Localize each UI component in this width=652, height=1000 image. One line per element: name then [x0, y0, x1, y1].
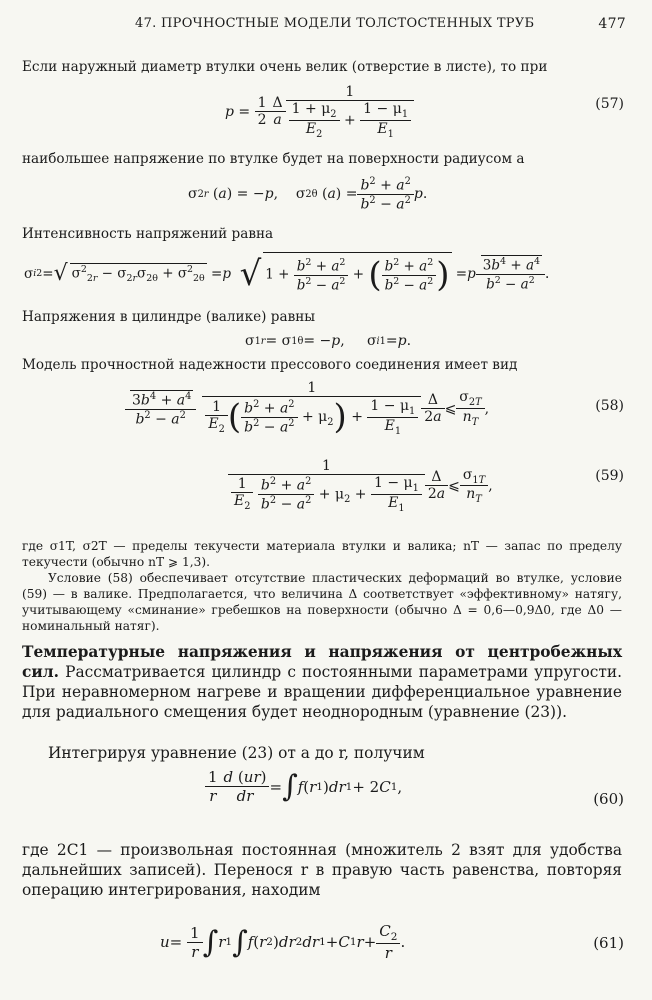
equation-61: u = $\frac{1}{r}$ ∫ r 1 ∫ f ( r 2 ) dr 2 dr 1 + C 1 r + $\frac{C_2}{r}$ . — [160, 922, 406, 962]
equation-number-57: (57) — [595, 96, 624, 112]
paragraph-3: Интенсивность напряжений равна — [22, 226, 274, 242]
paragraph-2: наибольшее напряжение по втулке будет на поверхности радиусом a — [22, 151, 525, 167]
section-text: Рассматривается цилиндр с постоянными параметрами упругости. При неравномерном нагреве и вращении дифференциальное уравнение для радиального смещения будет неоднородным (уравнение (23)). — [22, 663, 622, 721]
page-number: 477 — [598, 16, 626, 32]
equation-stress-intensity: σ i2 = √ $\sigma^2_{2r} - \sigma_{2r}\sigma_{2\theta} + \sigma^2_{2\theta}$ = p √ 1 + $\frac{b^2 + a^2}{b^2 - a^2}$ + ( $\frac{b^2 + a^2}{b^2 - a^2}$ ) = p $\frac{3b^4 + a^4}{b^2 - a^2}$ . — [24, 253, 550, 295]
equation-60: $\frac{1}{r}$ $\frac{d (ur)}{dr}$ = ∫ f ( r 1 ) dr 1 + 2 C 1 , — [205, 768, 402, 805]
section-heading: Температурные напряжения и напряжения от центробежных сил. — [22, 643, 622, 681]
paragraph-6: где σ1T, σ2T — пределы текучести материала втулки и валика; nT — запас по пределу текучести (обычно nT ⩾ 1,3). — [22, 539, 622, 569]
paragraph-8 — [22, 642, 622, 722]
paragraph-5: Модель прочностной надежности прессового соединения имеет вид — [22, 357, 518, 373]
paragraph-10: где 2C1 — произвольная постоянная (множитель 2 взят для удобства дальнейших записей). Перенося r в правую часть равенства, повторяя операцию интегрирования, находим — [22, 841, 622, 899]
equation-number-58: (58) — [595, 398, 624, 414]
paragraph-9: Интегрируя уравнение (23) от a до r, получим — [48, 744, 425, 762]
equation-58: $\frac{3b^4 + a^4}{b^2 - a^2}$ 1 $\frac{1}{E_2}$ ( $\frac{b^2 + a^2}{b^2 - a^2}$ + $\mu_2$) + $\frac{1 - \mu_1}{E_1}$ $\frac{\Delta}{2a}$ ⩽ $\frac{\sigma_{2T}}{n_T}$ , — [125, 380, 489, 437]
paragraph-7: Условие (58) обеспечивает отсутствие пластических деформаций во втулке, условие (59) — в валике. Предполагается, что величина Δ соответствует «эффективному» натягу, учитывающему «сминание» гребешков на поверхности (обычно Δ = 0,6—0,9Δ0, где Δ0 — номинальный натяг). — [22, 571, 622, 633]
paragraph-1: Если наружный диаметр втулки очень велик (отверстие в листе), то при — [22, 59, 548, 75]
paragraph-4: Напряжения в цилиндре (валике) равны — [22, 309, 316, 325]
equation-59: 1 $\frac{1}{E_2}$ $\frac{b^2 + a^2}{b^2 - a^2}$ + $\mu_2$ + $\frac{1 - \mu_1}{E_1}$ $\frac{\Delta}{2a}$ ⩽ $\frac{\sigma_{1T}}{n_T}$ , — [228, 458, 493, 514]
equation-number-61: (61) — [593, 934, 624, 952]
equation-cylinder-stress: σ 1r = σ 1θ = − p , σ i1 = p . — [245, 333, 412, 349]
equation-57: p = $\frac{1}{2}$ $\frac{\Delta}{a}$ 1 $\frac{1 + \mu_2}{E_2}$ + $\frac{1 - \mu_1}{E_1}$ — [225, 84, 414, 140]
equation-stress-sleeve: σ 2r ( a ) = − p , σ 2θ ( a ) = $\frac{b^2 + a^2}{b^2 - a^2}$ p . — [188, 176, 428, 213]
running-header — [20, 16, 632, 36]
equation-number-59: (59) — [595, 468, 624, 484]
running-title: 47. ПРОЧНОСТНЫЕ МОДЕЛИ ТОЛСТОСТЕННЫХ ТРУБ — [135, 16, 535, 31]
equation-number-60: (60) — [593, 790, 624, 808]
